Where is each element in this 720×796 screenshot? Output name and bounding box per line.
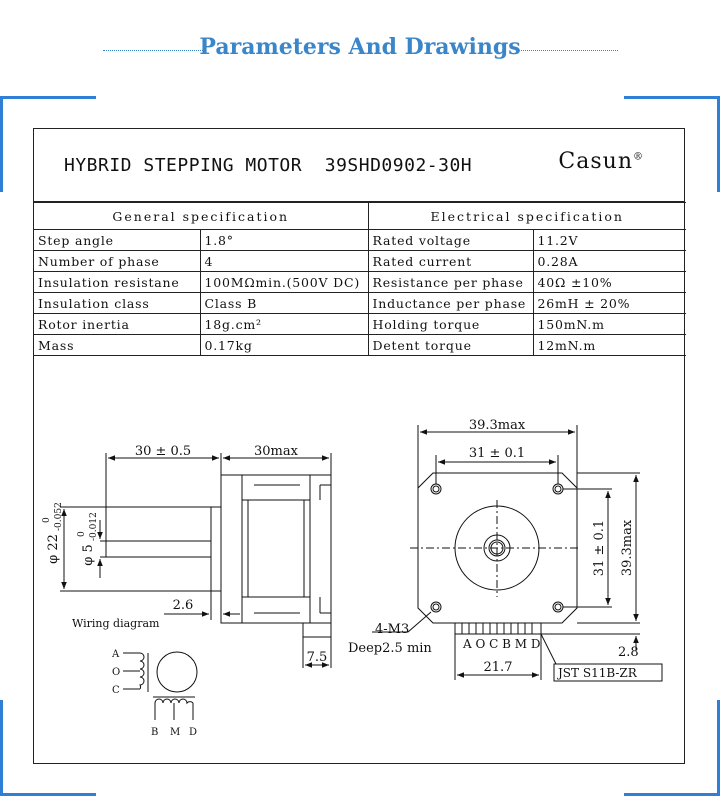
corner-bracket-top-left-v bbox=[0, 96, 3, 192]
corner-bracket-top-left bbox=[0, 96, 96, 99]
model-row bbox=[34, 129, 684, 202]
dim-flange-thickness: 2.6 bbox=[172, 598, 194, 613]
wire-label: C bbox=[112, 685, 120, 696]
electrical-value: 0.28A bbox=[533, 251, 686, 272]
general-label: Insulation resistane bbox=[34, 272, 200, 293]
dim-shaft-diameter bbox=[77, 512, 99, 566]
motor-body-outline bbox=[221, 475, 331, 623]
svg-text:0: 0 bbox=[42, 517, 52, 523]
title-divider-right bbox=[518, 50, 618, 51]
coil-a bbox=[140, 653, 144, 689]
electrical-label: Inductance per phase bbox=[368, 293, 533, 314]
electrical-value: 26mH ± 20% bbox=[533, 293, 686, 314]
mount-holes-label: 4-M3 bbox=[375, 622, 410, 637]
dim-width-max: 39.3max bbox=[468, 418, 526, 433]
general-value: 100MΩmin.(500V DC) bbox=[200, 272, 368, 293]
brand-name: Casun bbox=[558, 149, 633, 174]
brand-logo bbox=[558, 149, 644, 174]
corner-bracket-top-right bbox=[624, 96, 720, 99]
table-row bbox=[34, 293, 686, 314]
registered-mark: ® bbox=[633, 151, 644, 163]
svg-text:0: 0 bbox=[77, 531, 87, 537]
general-value: 1.8° bbox=[200, 230, 368, 251]
corner-bracket-bottom-left-v bbox=[0, 700, 3, 796]
technical-drawing bbox=[33, 363, 685, 763]
general-label: Mass bbox=[34, 335, 200, 356]
flange-outline bbox=[211, 507, 221, 591]
table-row bbox=[34, 314, 686, 335]
wire-label: O bbox=[112, 667, 121, 678]
wire-label: A bbox=[112, 649, 120, 660]
electrical-label: Rated voltage bbox=[368, 230, 533, 251]
general-value: 18g.cm² bbox=[200, 314, 368, 335]
general-value: Class B bbox=[200, 293, 368, 314]
svg-text:-0.012: -0.012 bbox=[89, 512, 99, 541]
general-label: Step angle bbox=[34, 230, 200, 251]
dim-hole-pitch-v: 31 ± 0.1 bbox=[592, 519, 607, 577]
svg-text:φ 22: φ 22 bbox=[46, 534, 61, 564]
model-name: HYBRID STEPPING MOTOR 39SHD0902-30H bbox=[64, 155, 473, 176]
front-connector-outline bbox=[455, 623, 541, 634]
general-label: Number of phase bbox=[34, 251, 200, 272]
wire-label: D bbox=[189, 727, 198, 738]
table-row bbox=[34, 230, 686, 251]
general-spec-header: General specification bbox=[34, 203, 368, 230]
electrical-label: Rated current bbox=[368, 251, 533, 272]
wire-label: B bbox=[151, 727, 159, 738]
rotor-symbol bbox=[157, 652, 197, 692]
electrical-spec-header: Electrical specification bbox=[368, 203, 686, 230]
side-view bbox=[60, 453, 331, 668]
wiring-diagram bbox=[123, 652, 197, 720]
coil-b bbox=[155, 699, 193, 703]
electrical-value: 40Ω ±10% bbox=[533, 272, 686, 293]
dim-connector-length: 7.5 bbox=[306, 650, 328, 665]
general-value: 4 bbox=[200, 251, 368, 272]
electrical-value: 12mN.m bbox=[533, 335, 686, 356]
spec-header-row bbox=[34, 203, 686, 230]
electrical-label: Resistance per phase bbox=[368, 272, 533, 293]
table-row bbox=[34, 272, 686, 293]
wire-label: M bbox=[170, 727, 181, 738]
svg-text:-0.052: -0.052 bbox=[54, 502, 64, 531]
dim-shaft-length: 30 ± 0.5 bbox=[134, 444, 192, 459]
electrical-value: 150mN.m bbox=[533, 314, 686, 335]
wiring-diagram-title: Wiring diagram bbox=[72, 617, 160, 630]
connector-outline bbox=[303, 623, 331, 637]
electrical-label: Holding torque bbox=[368, 314, 533, 335]
dim-height-max: 39.3max bbox=[620, 519, 635, 577]
svg-text:φ 5: φ 5 bbox=[81, 544, 96, 566]
shaft-outline bbox=[106, 541, 211, 557]
dim-hole-pitch-h: 31 ± 0.1 bbox=[468, 446, 526, 461]
page-title: Parameters And Drawings bbox=[199, 34, 521, 60]
general-label: Insulation class bbox=[34, 293, 200, 314]
dim-flange-diameter bbox=[42, 502, 64, 564]
electrical-label: Detent torque bbox=[368, 335, 533, 356]
dim-connector-height: 2.8 bbox=[618, 645, 639, 660]
general-value: 0.17kg bbox=[200, 335, 368, 356]
table-row bbox=[34, 335, 686, 356]
table-row bbox=[34, 251, 686, 272]
pin-labels: A O C B M D bbox=[463, 637, 541, 651]
spec-table bbox=[34, 202, 686, 356]
title-divider-left bbox=[103, 50, 203, 51]
electrical-value: 11.2V bbox=[533, 230, 686, 251]
dim-body-length: 30max bbox=[254, 444, 298, 459]
dim-connector-width: 21.7 bbox=[483, 660, 513, 675]
general-label: Rotor inertia bbox=[34, 314, 200, 335]
hole-depth-label: Deep2.5 min bbox=[348, 641, 432, 656]
connector-type: JST S11B-ZR bbox=[558, 666, 637, 680]
